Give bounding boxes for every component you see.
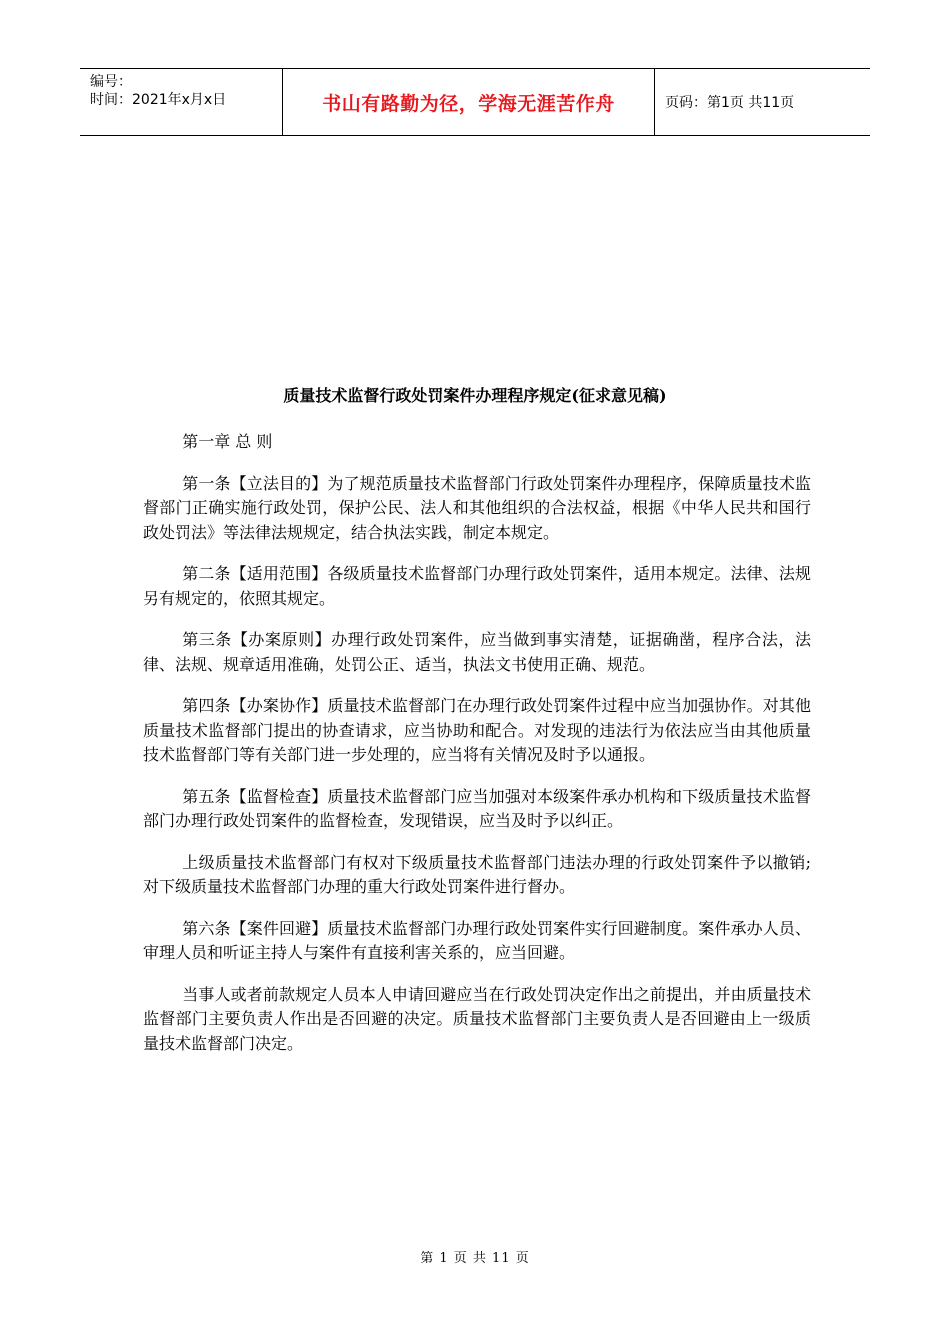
paragraph-article-6: 第六条【案件回避】质量技术监督部门办理行政处罚案件实行回避制度。案件承办人员、审理人员和听证主持人与案件有直接利害关系的，应当回避。 [143, 918, 811, 962]
document-title: 质量技术监督行政处罚案件办理程序规定(征求意见稿) [283, 386, 667, 405]
paragraph-article-5: 第五条【监督检查】质量技术监督部门应当加强对本级案件承办机构和下级质量技术监督部门办理行政处罚案件的监督检查，发现错误，应当及时予以纠正。 [143, 786, 811, 830]
paragraph-article-2: 第二条【适用范围】各级质量技术监督部门办理行政处罚案件，适用本规定。法律、法规另有规定的，依照其规定。 [143, 564, 811, 608]
document-number-label: 编号： [90, 74, 132, 90]
paragraph-article-5-cont: 上级质量技术监督部门有权对下级质量技术监督部门违法办理的行政处罚案件予以撤销;对下级质量技术监督部门办理的重大行政处罚案件进行督办。 [143, 852, 811, 896]
document-header [80, 68, 870, 136]
chapter-heading: 第一章 总 则 [182, 432, 273, 451]
document-time-label: 时间：2021年x月x日 [90, 92, 227, 108]
paragraph-article-4: 第四条【办案协作】质量技术监督部门在办理行政处罚案件过程中应当加强协作。对其他质量技术监督部门提出的协查请求，应当协助和配合。对发现的违法行为依法应当由其他质量技术监督部门等有关部门进一步处理的，应当将有关情况及时予以通报。 [143, 696, 811, 764]
paragraph-article-6-cont: 当事人或者前款规定人员本人申请回避应当在行政处罚决定作出之前提出，并由质量技术监督部门主要负责人作出是否回避的决定。质量技术监督部门主要负责人是否回避由上一级质量技术监督部门决定。 [143, 984, 811, 1053]
paragraph-article-3: 第三条【办案原则】办理行政处罚案件，应当做到事实清楚，证据确凿，程序合法，法律、法规、规章适用准确，处罚公正、适当，执法文书使用正确、规范。 [143, 630, 811, 674]
paragraph-article-1: 第一条【立法目的】为了规范质量技术监督部门行政处罚案件办理程序，保障质量技术监督部门正确实施行政处罚，保护公民、法人和其他组织的合法权益，根据《中华人民共和国行政处罚法》等法律法规规定，结合执法实践，制定本规定。 [143, 473, 811, 542]
header-meta-cell [80, 69, 283, 135]
header-page-info: 页码：第1页 共11页 [665, 95, 795, 111]
document-body [143, 430, 811, 1073]
header-motto: 书山有路勤为径，学海无涯苦作舟 [283, 69, 655, 135]
page-footer: 第 1 页 共 11 页 [420, 1251, 530, 1266]
